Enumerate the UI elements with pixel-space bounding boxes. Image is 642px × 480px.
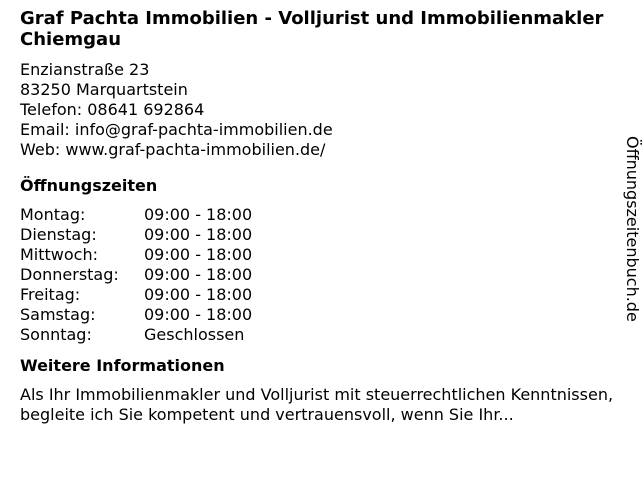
hours-row bbox=[20, 245, 620, 265]
hours-day: Dienstag: bbox=[20, 225, 97, 244]
hours-day: Mittwoch: bbox=[20, 245, 98, 264]
further-info-heading: Weitere Informationen bbox=[20, 356, 225, 375]
opening-hours-heading: Öffnungszeiten bbox=[20, 176, 158, 195]
further-info-text: Als Ihr Immobilienmakler und Volljurist mit steuerrechtlichen Kenntnissen, begleite ich Sie kompetent und vertrauensvoll, wenn Sie Ihr... bbox=[20, 385, 614, 424]
hours-time: 09:00 - 18:00 bbox=[144, 225, 253, 244]
hours-day: Freitag: bbox=[20, 285, 81, 304]
business-card bbox=[20, 8, 620, 425]
business-name: Graf Pachta Immobilien - Volljurist und Immobilienmakler Chiemgau bbox=[20, 8, 604, 50]
hours-row bbox=[20, 325, 620, 345]
hours-day: Montag: bbox=[20, 205, 86, 224]
hours-row bbox=[20, 205, 620, 225]
hours-row bbox=[20, 265, 620, 285]
site-brand-label: Öffnungszeitenbuch.de bbox=[623, 136, 642, 322]
hours-time: 09:00 - 18:00 bbox=[144, 245, 253, 264]
hours-time: 09:00 - 18:00 bbox=[144, 305, 253, 324]
hours-day: Donnerstag: bbox=[20, 265, 119, 284]
email-address[interactable]: Email: info@graf-pachta-immobilien.de bbox=[20, 120, 333, 139]
opening-hours-table bbox=[20, 205, 620, 345]
postal-city: 83250 Marquartstein bbox=[20, 80, 188, 99]
phone-number[interactable]: Telefon: 08641 692864 bbox=[20, 100, 205, 119]
hours-day: Samstag: bbox=[20, 305, 96, 324]
hours-time: 09:00 - 18:00 bbox=[144, 205, 253, 224]
street-address: Enzianstraße 23 bbox=[20, 60, 150, 79]
hours-row bbox=[20, 225, 620, 245]
hours-time: 09:00 - 18:00 bbox=[144, 265, 253, 284]
contact-block bbox=[20, 60, 620, 160]
hours-time: Geschlossen bbox=[144, 325, 245, 344]
hours-day: Sonntag: bbox=[20, 325, 92, 344]
website-link[interactable]: Web: www.graf-pachta-immobilien.de/ bbox=[20, 140, 326, 159]
hours-row bbox=[20, 305, 620, 325]
hours-row bbox=[20, 285, 620, 305]
hours-time: 09:00 - 18:00 bbox=[144, 285, 253, 304]
